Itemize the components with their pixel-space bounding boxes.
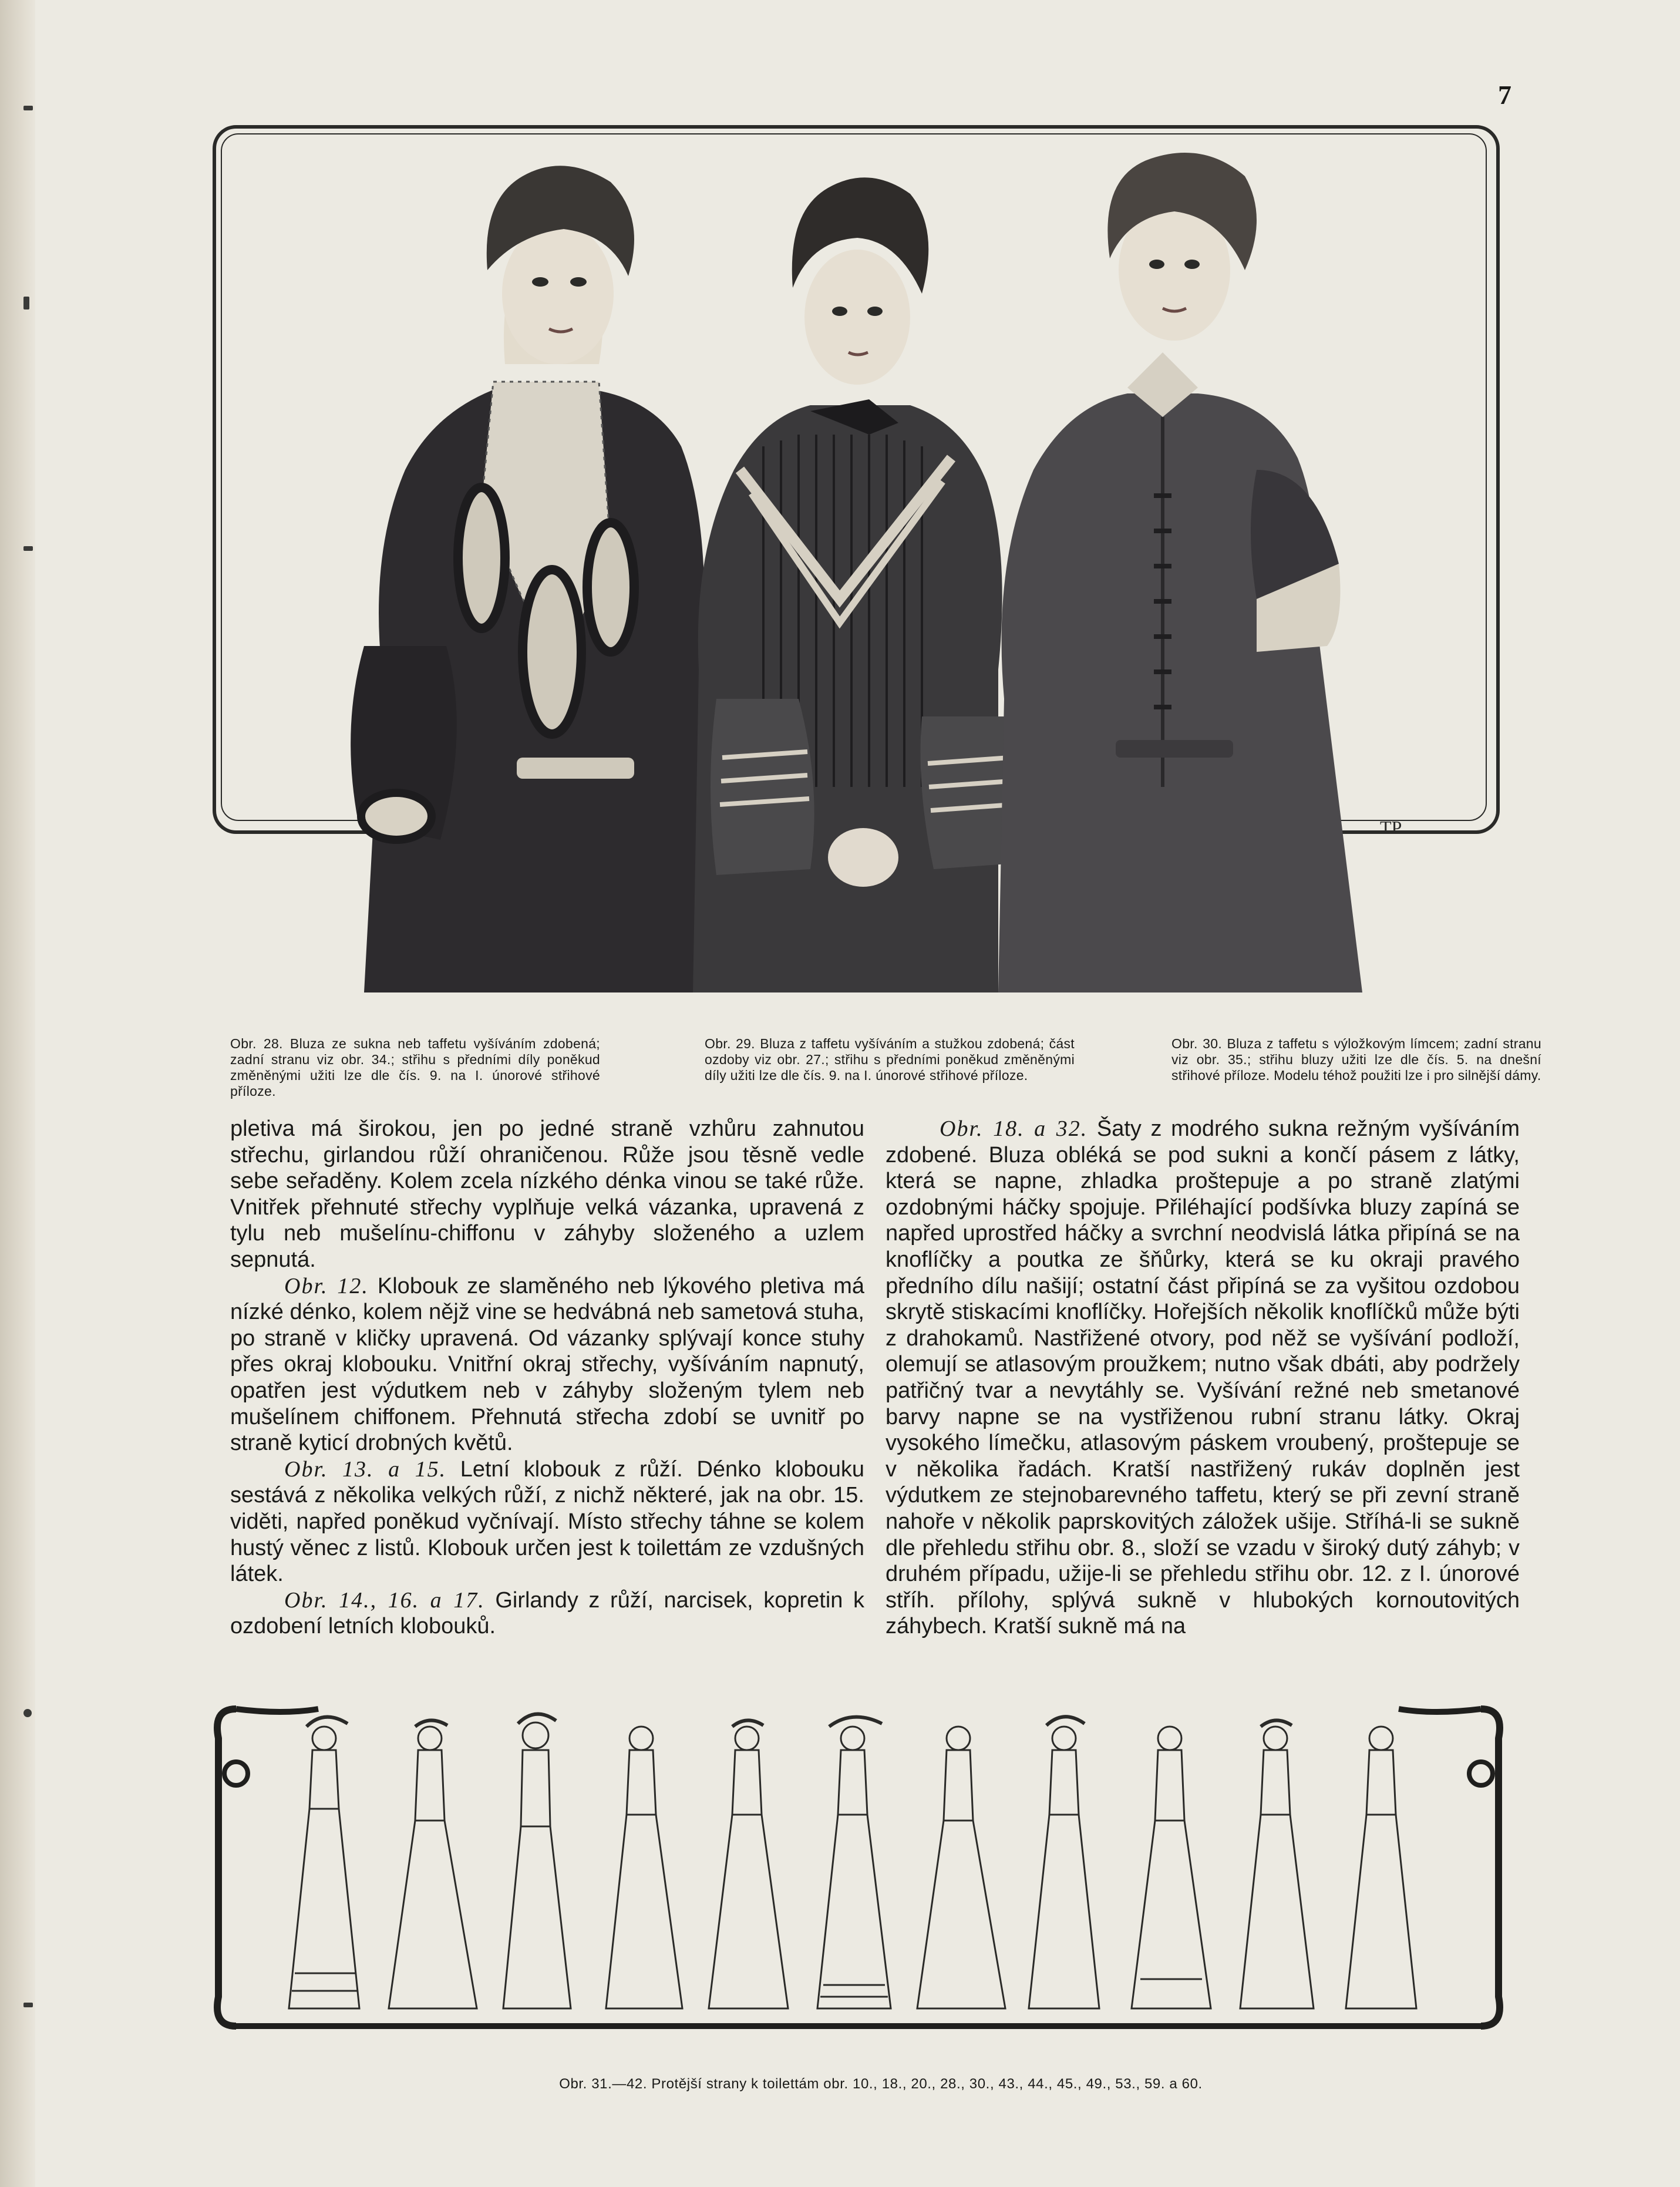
paragraph	[230, 1456, 864, 1587]
caption-text: Bluza z taffetu s výložkovým límcem; zadní stranu viz obr. 35.; střihu bluzy užiti lze dle čís. 5. na dnešní střihové příloze. Modelu téhož použiti lze i pro silnější dámy.	[1171, 1036, 1541, 1083]
figure-blouse-29	[693, 177, 1018, 992]
paragraph: pletiva má širokou, jen po jedné straně vzhůru zahnutou střechu, girlandou růží ohraničenou. Růže jsou těsně vedle sebe seřaděny. Kolem zcela nízkého dénka vinou se také růže. Vnitřek přehnuté střechy vyplňuje velká vázanka, upravená z tylu neb mušelínu-chiffonu v záhyby složeného a uzlem sepnutá.	[230, 1116, 864, 1272]
paragraph	[230, 1587, 864, 1640]
fashion-plate-illustration	[247, 141, 1474, 992]
binding-mark	[23, 2003, 33, 2007]
dress-sketch	[606, 1727, 682, 2008]
paragraph-text: Klobouk ze slaměného neb lýkového pletiva má nízké dénko, kolem nějž vine se hedvábná neb sametová stuha, po straně v kličky upravená. Od vázanky splývají konce stuhy přes okraj klobouku. Vnitřní okraj střechy, vyšíváním napnutý, opatřen jest výdutkem neb v záhyby složeným tylem neb mušelínem chiffonem. Přehnutá střecha zdobí se uvnitř po straně kyticí drobných květů.	[230, 1273, 864, 1456]
dress-sketch	[1132, 1727, 1211, 2008]
caption-fig-29	[705, 1036, 1075, 1084]
caption-label: Obr. 29.	[705, 1036, 755, 1051]
caption-label: Obr. 30.	[1171, 1036, 1223, 1051]
paragraph	[230, 1273, 864, 1456]
dress-sketch	[503, 1714, 571, 2008]
figure-blouse-28	[351, 166, 722, 992]
binding-mark	[23, 1709, 32, 1717]
dress-sketch	[389, 1720, 477, 2008]
figure-reference: Obr. 12.	[284, 1273, 369, 1298]
caption-fig-28	[230, 1036, 600, 1099]
dress-sketch	[709, 1720, 788, 2008]
dress-sketch	[1029, 1717, 1099, 2008]
dress-sketch	[1240, 1720, 1314, 2008]
paragraph	[886, 1116, 1520, 1640]
caption-text: Bluza z taffetu vyšíváním a stužkou zdobená; část ozdoby viz obr. 27.; střihu s předními poněkud změněnými díly užiti lze dle čís. 9. na I. únorové střihové příloze.	[705, 1036, 1075, 1083]
caption-fig-30	[1171, 1036, 1541, 1084]
binding-mark	[23, 106, 33, 110]
caption-label: Obr. 28.	[230, 1036, 283, 1051]
dress-sketches-illustration	[213, 1691, 1504, 2044]
page-number: 7	[1498, 80, 1511, 110]
right-text-column	[886, 1116, 1520, 1640]
figure-reference: Obr. 13. a 15.	[284, 1456, 447, 1482]
bottom-caption: Obr. 31.—42. Protější strany k toilettám obr. 10., 18., 20., 28., 30., 43., 44., 45., 49., 53., 59. a 60.	[559, 2076, 1203, 2092]
caption-text: Bluza ze sukna neb taffetu vyšíváním zdobená; zadní stranu viz obr. 34.; střihu s předními díly poněkud změněnými užiti lze dle čís. 9. na I. únorové střihové příloze.	[230, 1036, 600, 1099]
paragraph-text: Girlandy z růží, narcisek, kopretin k ozdobení letních klobouků.	[230, 1587, 864, 1639]
left-text-column	[230, 1116, 864, 1640]
paragraph-text: Šaty z modrého sukna režným vyšíváním zdobené. Bluza obléká se pod sukni a končí pásem z látky, která se napne, zhladka proštepuje a po straně zlatými ozdobnými háčky spojuje. Přiléhající podšívka bluzy zapíná se napřed uprostřed háčky a svrchní neodvislá látka připíná se na knoflíčky a poutka ze šňůrky, která se ku okraji pravého předního dílu našijí; ostatní část připíná se za vyšitou ozdobou skrytě stiskacími knoflíčky. Hořejších několik knoflíčků může býti z drahokamů. Nastřižené otvory, pod něž se vyšívání podloží, olemují se atlasovým proužkem; nutno však dbáti, aby podržely patřičný tvar a nevytáhly se. Vyšívání režné neb smetanové barvy napne se na vystřiženou rubní stranu látky. Okraj vysokého límečku, atlasovým páskem vroubený, proštepuje se v několika řadách. Kratší nastřižený rukáv doplněn jest výdutkem ze stejnobarevného taffetu, který se při zevní straně nahoře v několik paprskovitých záložek ušije. Stříhá-li se sukně dle přehledu střihu obr. 8., složí se vzadu v široký dutý záhyb; v druhém případu, užije-li se přehledu střihu obr. 12. z I. únorové stříh. přílohy, splývá sukně v hlubokých kornoutovitých záhybech. Kratší sukně má na	[886, 1116, 1520, 1639]
figure-reference: Obr. 18. a 32.	[940, 1116, 1088, 1141]
dress-sketch	[817, 1717, 891, 2008]
paragraph-text: Letní klobouk z růží. Dénko klobouku sestává z několika velkých růží, z nichž některé, jak na obr. 15. viděti, napřed poněkud vyčnívají. Místo střechy táhne se kolem hustý věnec z listů. Klobouk určen jest k toilettám ze vzdušných látek.	[230, 1456, 864, 1587]
figure-blouse-30	[998, 153, 1362, 992]
dress-sketch	[1346, 1727, 1416, 2008]
binding-mark	[23, 546, 33, 551]
dress-sketch	[289, 1717, 359, 2008]
binding-mark	[23, 297, 29, 309]
figure-reference: Obr. 14., 16. a 17.	[284, 1587, 485, 1613]
plate-signature: TP	[1380, 817, 1402, 838]
dress-sketch	[917, 1727, 1005, 2008]
